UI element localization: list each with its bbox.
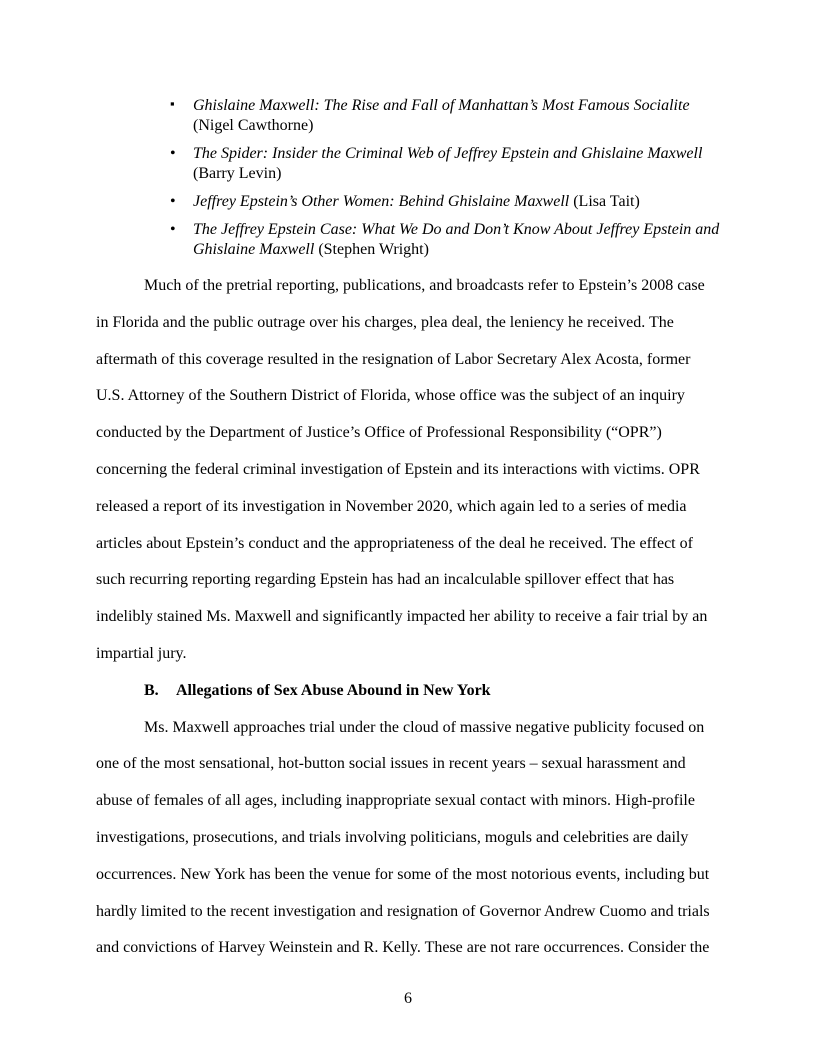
book-entry [193,96,720,136]
book-title: The Spider: Insider the Criminal Web of Jeffrey Epstein and Ghislaine Maxwell [193,145,703,162]
book-author: (Stephen Wright) [314,241,429,258]
section-heading [96,673,720,710]
square-bullet-icon: ▪ [170,96,175,111]
book-list-item [170,220,720,260]
book-author: (Nigel Cawthorne) [193,117,314,134]
book-list-item [170,96,720,136]
book-title: Jeffrey Epstein’s Other Women: Behind Ghislaine Maxwell [193,193,570,210]
page-number: 6 [404,989,412,1007]
book-list-item [170,192,720,212]
book-list-item [170,144,720,184]
book-entry [193,144,720,184]
book-author: (Lisa Tait) [569,193,640,210]
section-heading-title: Allegations of Sex Abuse Abound in New York [176,681,491,699]
bullet-icon: • [170,145,176,162]
bullet-icon: • [170,193,176,210]
paragraph-ny-publicity: Ms. Maxwell approaches trial under the cloud of massive negative publicity focused on one of the most sensational, hot-button social issues in recent years – sexual harassment and abuse of females of all ages, including inappropriate sexual contact with minors. High-profile investigations, prosecutions, and trials involving politicians, moguls and celebrities are daily occurrences. New York has been the venue for some of the most notorious events, including but hardly limited to the recent investigation and resignation of Governor Andrew Cuomo and trials and convictions of Harvey Weinstein and R. Kelly. These are not rare occurrences. Consider the [96,718,710,957]
book-entry [193,192,720,212]
section-heading-label: B. [144,681,159,699]
book-title: Ghislaine Maxwell: The Rise and Fall of Manhattan’s Most Famous Socialite [193,97,690,114]
paragraph-epstein-coverage: Much of the pretrial reporting, publications, and broadcasts refer to Epstein’s 2008 case in Florida and the public outrage over his charges, plea deal, the leniency he received. The aftermath of this coverage resulted in the resignation of Labor Secretary Alex Acosta, former U.S. Attorney of the Southern District of Florida, whose office was the subject of an inquiry conducted by the Department of Justice’s Office of Professional Responsibility (“OPR”) concerning the federal criminal investigation of Epstein and its interactions with victims. OPR released a report of its investigation in November 2020, which again led to a series of media articles about Epstein’s conduct and the appropriateness of the deal he received. The effect of such recurring reporting regarding Epstein has had an incalculable spillover effect that has indelibly stained Ms. Maxwell and significantly impacted her ability to receive a fair trial by an impartial jury. [96,277,708,662]
book-list [170,96,720,260]
bullet-icon: • [170,221,176,238]
book-title: The Jeffrey Epstein Case: What We Do and Don’t Know About Jeffrey Epstein and Ghislaine Maxwell [193,221,720,258]
book-author: (Barry Levin) [193,165,282,182]
book-entry [193,220,720,260]
